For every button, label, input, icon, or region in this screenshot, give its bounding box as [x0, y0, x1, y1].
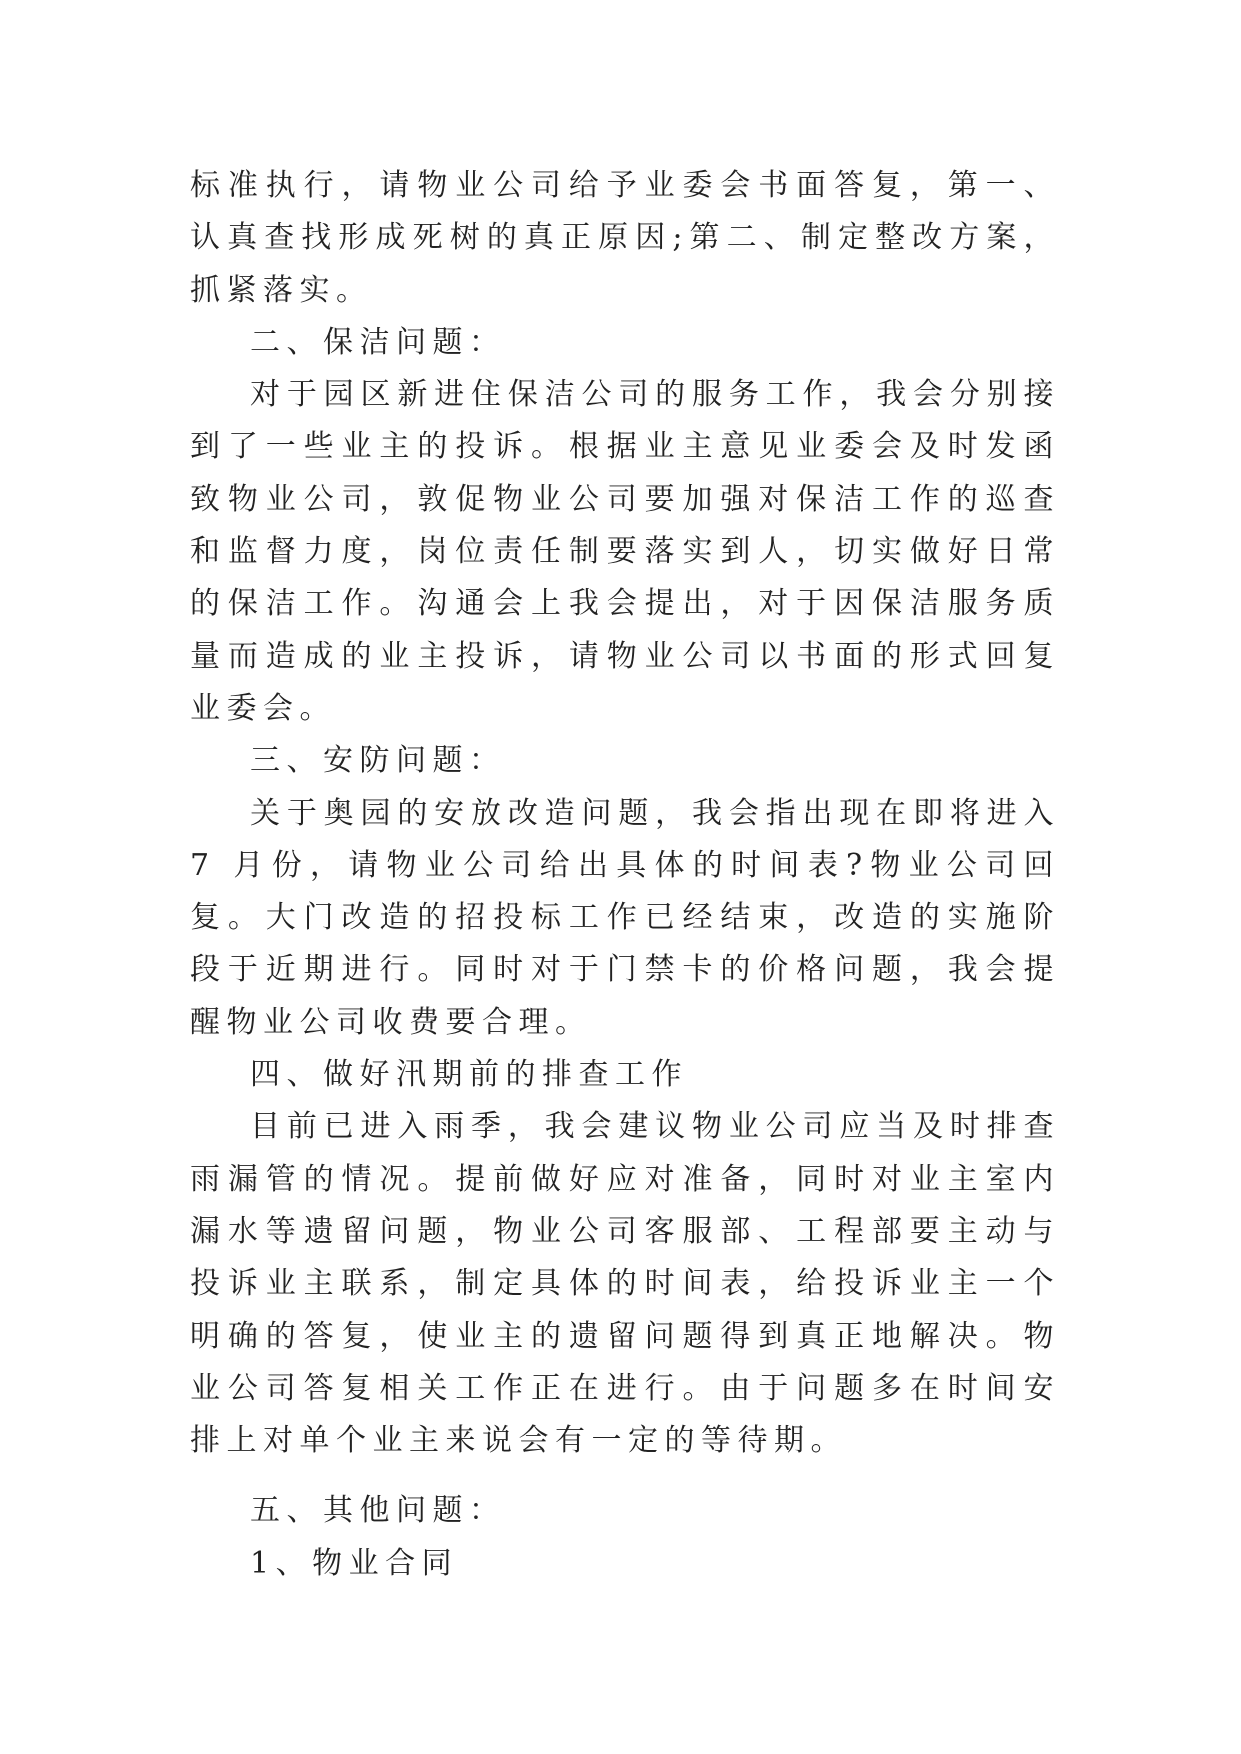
- paragraph-tree-rectification: 标准执行，请物业公司给予业委会书面答复，第一、认真查找形成死树的真正原因;第二、制定整改方案，抓紧落实。: [190, 168, 1060, 308]
- heading-other-issues: 五、其他问题：: [250, 1493, 506, 1529]
- heading-property-contract: 1、物业合同: [250, 1545, 459, 1581]
- spacer: [190, 1467, 1060, 1485]
- heading-cleaning-issues: 二、保洁问题：: [250, 324, 506, 360]
- document-body: [190, 160, 1060, 1590]
- paragraph-cleaning-issues: 对于园区新进住保洁公司的服务工作，我会分别接到了一些业主的投诉。根据业主意见业委会及时发函致物业公司，敦促物业公司要加强对保洁工作的巡查和监督力度，岗位责任制要落实到人，切实做好日常的保洁工作。沟通会上我会提出，对于因保洁服务质量而造成的业主投诉，请物业公司以书面的形式回复业委会。: [190, 377, 1060, 726]
- heading-security-issues: 三、安防问题：: [250, 743, 506, 779]
- heading-flood-season-inspection: 四、做好汛期前的排查工作: [250, 1057, 688, 1093]
- paragraph-flood-season-inspection: 目前已进入雨季，我会建议物业公司应当及时排查雨漏管的情况。提前做好应对准备，同时对业主室内漏水等遗留问题，物业公司客服部、工程部要主动与投诉业主联系，制定具体的时间表，给投诉业主一个明确的答复，使业主的遗留问题得到真正地解决。物业公司答复相关工作正在进行。由于问题多在时间安排上对单个业主来说会有一定的等待期。: [190, 1109, 1060, 1459]
- paragraph-security-issues: 关于奥园的安放改造问题，我会指出现在即将进入 7 月份，请物业公司给出具体的时间表?物业公司回复。大门改造的招投标工作已经结束，改造的实施阶段于近期进行。同时对于门禁卡的价格问题，我会提醒物业公司收费要合理。: [190, 795, 1060, 1040]
